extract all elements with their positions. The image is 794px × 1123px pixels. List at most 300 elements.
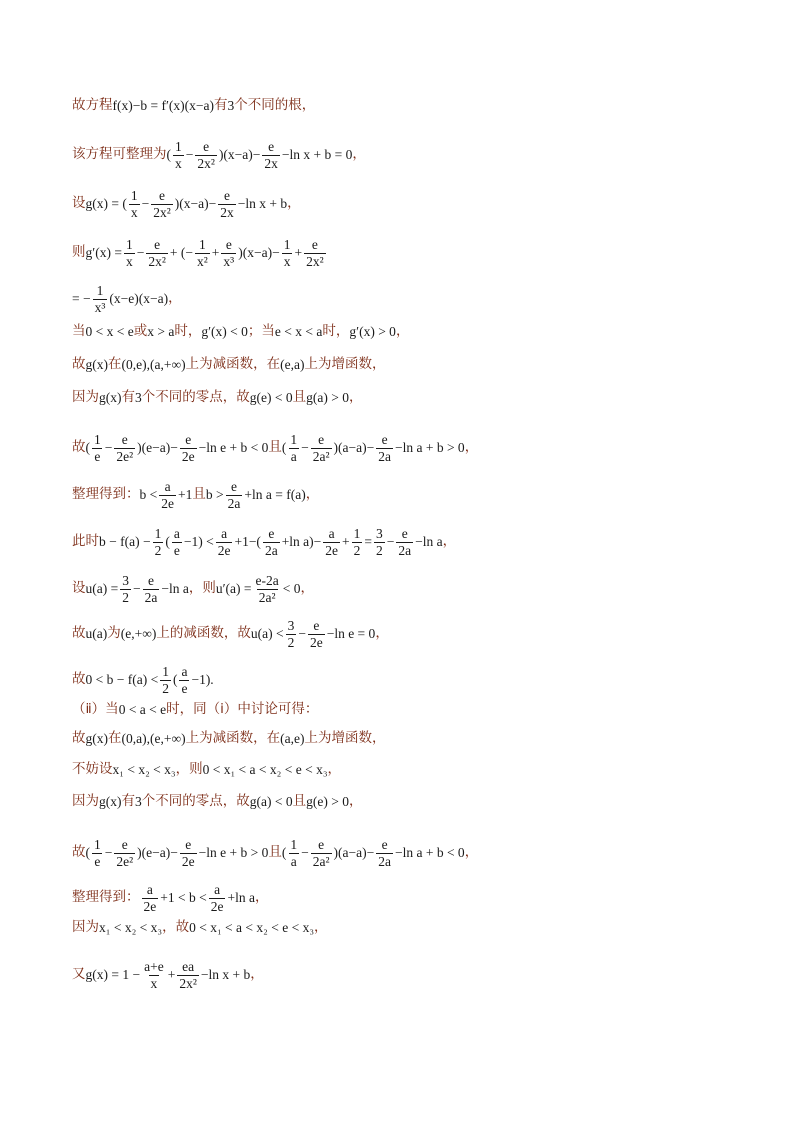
fraction-denominator: 2x — [220, 204, 234, 220]
fraction-numerator: 3 — [122, 573, 129, 588]
math-expression: + — [342, 534, 350, 550]
fraction — [282, 237, 293, 269]
math-expression: + — [211, 245, 220, 261]
math-expression: −ln e + b < 0 — [198, 440, 269, 456]
fraction-numerator: e — [224, 188, 231, 203]
fraction-denominator: 2e — [181, 448, 195, 464]
fraction-numerator: 1 — [353, 526, 361, 541]
math-expression: −ln e + b > 0 — [198, 845, 269, 861]
math-expression: g(e) > 0 — [306, 794, 349, 809]
fraction — [396, 526, 413, 558]
fraction — [160, 664, 171, 696]
chinese-text: ， — [327, 761, 342, 777]
math-expression: − — [141, 196, 150, 212]
fraction — [216, 526, 233, 558]
math-expression: − — [104, 440, 113, 456]
fraction-numerator: 1 — [290, 837, 298, 852]
fraction — [352, 526, 363, 558]
fraction-numerator: a — [173, 526, 180, 541]
fraction-numerator: a — [328, 526, 335, 541]
fraction-denominator: x — [150, 975, 158, 991]
chinese-text: ，则 — [175, 761, 203, 777]
math-expression: g(x) — [85, 357, 108, 372]
fraction-denominator: 2x — [264, 155, 278, 171]
math-expression: − — [301, 845, 309, 861]
chinese-text: ， — [352, 146, 366, 163]
solution-line — [72, 882, 268, 914]
solution-line — [72, 959, 264, 991]
math-expression: −ln a + b < 0 — [394, 845, 465, 861]
math-expression: )(x−a)− — [174, 196, 217, 212]
fraction-denominator: x — [130, 204, 138, 220]
fraction — [142, 959, 166, 991]
fraction-denominator: 2e — [325, 542, 339, 558]
solution-line — [72, 664, 214, 696]
chinese-text: ， — [395, 323, 410, 339]
fraction-denominator: 2e — [143, 898, 157, 914]
chinese-text: 故 — [72, 439, 86, 456]
math-expression: )(a−a)− — [333, 845, 375, 861]
fraction-numerator: 1 — [94, 837, 101, 852]
math-expression: g′(x) = — [85, 245, 122, 261]
chinese-text: 设 — [72, 195, 86, 212]
math-expression: 3 — [135, 390, 142, 405]
fraction — [263, 526, 280, 558]
chinese-text: 则 — [72, 244, 86, 261]
fraction-denominator: e — [94, 853, 101, 869]
math-expression: ( — [85, 845, 90, 861]
chinese-text: ，故 — [162, 919, 190, 935]
fraction-numerator: e — [203, 139, 210, 154]
chinese-text: 且 — [192, 486, 206, 503]
math-expression: x₁ < x₂ < x₃ — [112, 762, 176, 777]
fraction-denominator: x — [175, 155, 182, 171]
fraction-denominator: e — [181, 680, 188, 696]
math-expression: − — [301, 440, 309, 456]
fraction-denominator: 2e² — [116, 448, 134, 464]
fraction-denominator: 2a — [227, 495, 241, 511]
chinese-text: 有 — [121, 793, 135, 809]
fraction-denominator: 2e — [309, 634, 323, 650]
fraction-numerator: 1 — [96, 283, 104, 298]
fraction-denominator: x² — [196, 253, 208, 269]
math-expression: +ln a — [227, 890, 255, 906]
math-expression: b − f(a) − — [99, 534, 151, 550]
fraction-numerator: 1 — [199, 237, 206, 252]
fraction-denominator: 2 — [162, 680, 169, 696]
math-expression: b > — [205, 487, 224, 503]
chinese-text: 个不同的零点，故 — [141, 389, 250, 405]
math-expression: g(x) — [85, 731, 108, 746]
fraction — [323, 526, 340, 558]
solution-line — [72, 837, 478, 869]
math-expression: ( — [281, 845, 287, 861]
fraction — [151, 188, 173, 220]
chinese-text: ，则 — [188, 580, 216, 597]
fraction — [288, 432, 299, 464]
math-expression: x₁ < x₂ < x₃ — [99, 920, 163, 935]
math-expression: ( — [166, 147, 171, 163]
math-expression: )(x−a)− — [218, 147, 261, 163]
solution-line — [72, 237, 328, 269]
math-expression: − — [298, 626, 306, 642]
fraction-numerator: e — [231, 479, 237, 494]
math-expression: (0,e),(a,+∞) — [121, 357, 186, 372]
fraction-denominator: 2a² — [312, 448, 330, 464]
fraction-numerator: e-2a — [255, 573, 279, 588]
chinese-text: 且 — [268, 844, 282, 861]
fraction-numerator: 3 — [287, 618, 295, 633]
math-expression: −ln x + b — [200, 967, 251, 983]
fraction-numerator: 3 — [376, 526, 383, 541]
fraction — [153, 526, 164, 558]
chinese-text: ， — [300, 580, 315, 597]
fraction — [374, 526, 385, 558]
math-expression: = — [364, 534, 373, 550]
chinese-text: ， — [464, 844, 479, 861]
chinese-text: ， — [375, 625, 389, 642]
math-expression: (0,a),(e,+∞) — [121, 731, 186, 746]
math-expression: 3 — [227, 98, 235, 113]
chinese-text: 在 — [108, 356, 122, 372]
fraction-denominator: x — [125, 253, 133, 269]
chinese-text: 此时 — [72, 533, 99, 550]
fraction-denominator: 2 — [353, 542, 361, 558]
math-expression: + — [167, 967, 176, 983]
solution-line — [72, 732, 385, 746]
fraction-numerator: e — [268, 526, 275, 541]
math-expression: u(a) — [85, 626, 108, 642]
fraction — [376, 837, 393, 869]
chinese-text: ， — [314, 919, 328, 935]
fraction-denominator: 2a — [378, 448, 391, 464]
solution-line — [72, 325, 409, 339]
math-expression: ( — [281, 440, 287, 456]
fraction-denominator: x — [283, 253, 291, 269]
fraction-numerator: e — [121, 432, 128, 447]
solution-line — [72, 479, 319, 511]
chinese-text: 因为 — [72, 919, 99, 935]
fraction — [262, 139, 280, 171]
fraction-numerator: a — [221, 526, 228, 541]
fraction-numerator: e — [154, 237, 161, 252]
chinese-text: 整理得到： — [72, 889, 140, 906]
fraction-denominator: 2x² — [153, 204, 171, 220]
fraction-numerator: e — [121, 837, 128, 852]
chinese-text: 为 — [107, 625, 121, 642]
solution-line — [72, 358, 385, 372]
chinese-text: 有 — [121, 389, 135, 405]
fraction-denominator: 2x² — [179, 975, 197, 991]
chinese-text: ；当 — [247, 323, 275, 339]
fraction-denominator: a — [290, 853, 297, 869]
chinese-text: 在 — [108, 730, 122, 746]
fraction-numerator: e — [147, 573, 154, 588]
fraction-denominator: x³ — [223, 253, 235, 269]
chinese-text: 有 — [214, 97, 228, 113]
fraction — [177, 959, 199, 991]
math-expression: −ln x + b = 0 — [281, 147, 353, 163]
fraction-denominator: 2a² — [312, 853, 330, 869]
fraction — [286, 618, 297, 650]
fraction — [114, 432, 135, 464]
chinese-text: 时， — [174, 323, 202, 339]
fraction-numerator: e — [381, 837, 388, 852]
solution-line — [72, 573, 314, 605]
chinese-text: 且 — [268, 439, 282, 456]
fraction-denominator: e — [94, 448, 101, 464]
math-expression: x > a — [147, 324, 175, 339]
math-expression: −ln a — [161, 581, 189, 597]
fraction-numerator: 1 — [162, 664, 169, 679]
fraction — [143, 573, 160, 605]
math-expression: ( — [172, 672, 178, 688]
fraction — [304, 237, 326, 269]
math-expression: b < — [139, 487, 158, 503]
fraction-numerator: e — [401, 526, 408, 541]
fraction-denominator: a — [290, 448, 297, 464]
fraction-denominator: 2 — [122, 589, 129, 605]
fraction-denominator: 2e — [210, 898, 224, 914]
chinese-text: ， — [250, 966, 264, 983]
solution-line — [72, 618, 389, 650]
math-expression: − — [386, 534, 395, 550]
math-expression: (a,e) — [280, 731, 305, 746]
math-expression: 0 < a < e — [118, 702, 167, 717]
fraction-denominator: 2a² — [258, 589, 276, 605]
fraction-numerator: a+e — [144, 959, 164, 974]
fraction — [124, 237, 135, 269]
solution-line — [72, 139, 366, 171]
chinese-text: 时， — [322, 323, 350, 339]
fraction — [209, 882, 226, 914]
solution-line — [72, 921, 328, 935]
math-expression: −1). — [191, 672, 214, 688]
fraction-denominator: 2a — [378, 853, 391, 869]
fraction-numerator: 1 — [154, 526, 162, 541]
math-expression: − — [185, 147, 194, 163]
math-expression: u(a) = — [85, 581, 119, 597]
fraction — [288, 837, 299, 869]
chinese-text: 整理得到： — [72, 486, 140, 503]
fraction-denominator: 2 — [287, 634, 295, 650]
fraction-denominator: 2 — [376, 542, 383, 558]
fraction-denominator: 2e² — [116, 853, 134, 869]
fraction-numerator: e — [185, 432, 192, 447]
fraction-denominator: 2x² — [306, 253, 324, 269]
fraction-numerator: e — [318, 837, 325, 852]
fraction-denominator: x³ — [94, 299, 106, 315]
fraction-numerator: e — [318, 432, 325, 447]
math-expression: u(a) < — [250, 626, 284, 642]
chinese-text: 故 — [72, 625, 86, 642]
chinese-text: 或 — [133, 323, 148, 339]
fraction-numerator: ea — [182, 959, 195, 974]
fraction-numerator: 1 — [130, 188, 138, 203]
solution-line — [72, 763, 341, 777]
solution-line — [72, 283, 182, 315]
chinese-text: 上为减函数，在 — [185, 356, 281, 372]
math-expression: g′(x) < 0 — [201, 324, 248, 339]
math-expression: g(a) > 0 — [306, 390, 349, 405]
chinese-text: 个不同的根， — [234, 97, 316, 113]
chinese-text: 故 — [72, 844, 86, 861]
fraction — [179, 664, 189, 696]
fraction-numerator: e — [159, 188, 166, 203]
chinese-text: 上为增函数， — [304, 730, 386, 746]
math-expression: f(x)−b = f′(x)(x−a) — [112, 98, 215, 113]
fraction-denominator: 2a — [398, 542, 412, 558]
fraction-numerator: e — [311, 237, 318, 252]
chinese-text: （ⅱ）当 — [72, 701, 119, 717]
fraction-numerator: 1 — [125, 237, 133, 252]
solution-line — [72, 703, 318, 717]
fraction — [172, 526, 182, 558]
math-expression: e < x < a — [274, 324, 323, 339]
math-expression: −1) < — [183, 534, 214, 550]
chinese-text: 上为增函数， — [304, 356, 386, 372]
fraction-numerator: a — [181, 664, 188, 679]
chinese-text: 该方程可整理为 — [72, 146, 167, 163]
math-expression: −ln a — [415, 534, 443, 550]
math-expression: = − — [72, 291, 91, 307]
solution-line — [72, 391, 362, 405]
fraction — [180, 837, 197, 869]
fraction-numerator: 1 — [94, 432, 101, 447]
fraction — [180, 432, 197, 464]
fraction-numerator: e — [185, 837, 192, 852]
math-expression: )(a−a)− — [333, 440, 375, 456]
fraction-denominator: 2x² — [197, 155, 215, 171]
fraction — [311, 837, 332, 869]
fraction — [114, 837, 135, 869]
math-expression: +1 < b < — [160, 890, 207, 906]
fraction — [218, 188, 236, 220]
fraction-numerator: e — [381, 432, 388, 447]
math-expression: 0 < x < e — [85, 324, 134, 339]
fraction-denominator: 2a — [144, 589, 158, 605]
chinese-text: ， — [305, 486, 320, 503]
fraction — [195, 139, 217, 171]
solution-line — [72, 795, 362, 809]
fraction — [129, 188, 140, 220]
chinese-text: ， — [348, 793, 363, 809]
fraction-numerator: e — [313, 618, 320, 633]
fraction — [376, 432, 393, 464]
chinese-text: ， — [442, 533, 457, 550]
chinese-text: 设 — [72, 580, 86, 597]
math-expression: u′(a) = — [215, 581, 252, 597]
fraction-numerator: a — [214, 882, 221, 897]
math-expression: )(e−a)− — [137, 845, 178, 861]
fraction-numerator: e — [268, 139, 275, 154]
math-expression: )(e−a)− — [137, 440, 178, 456]
fraction-denominator: 2e — [181, 853, 195, 869]
math-expression: g′(x) > 0 — [349, 324, 396, 339]
fraction-denominator: 2x² — [148, 253, 166, 269]
math-expression: 0 < b − f(a) < — [85, 672, 159, 688]
fraction — [142, 882, 159, 914]
fraction-numerator: 1 — [290, 432, 298, 447]
fraction — [173, 139, 184, 171]
math-expression: −ln e = 0 — [326, 626, 376, 642]
fraction — [92, 432, 103, 464]
math-expression: + (− — [169, 245, 193, 261]
math-expression: − — [136, 245, 145, 261]
math-expression: +ln a = f(a) — [244, 487, 306, 503]
fraction — [221, 237, 236, 269]
math-expression: − — [132, 581, 141, 597]
fraction — [226, 479, 243, 511]
chinese-text: 故 — [72, 730, 86, 746]
math-expression: ( — [165, 534, 170, 550]
math-expression: 0 < x₁ < a < x₂ < e < x₃ — [189, 920, 315, 935]
math-expression: g(x) — [99, 794, 122, 809]
chinese-text: 且 — [292, 793, 307, 809]
chinese-text: 又 — [72, 966, 86, 983]
fraction-numerator: 1 — [175, 139, 182, 154]
chinese-text: 不妨设 — [72, 761, 113, 777]
fraction-numerator: a — [146, 882, 153, 897]
fraction — [146, 237, 168, 269]
fraction — [93, 283, 108, 315]
math-expression: < 0 — [282, 581, 301, 597]
chinese-text: 且 — [292, 389, 307, 405]
fraction-denominator: 2a — [264, 542, 278, 558]
math-expression: (x−e)(x−a) — [109, 291, 169, 307]
math-expression: )(x−a)− — [238, 245, 280, 261]
solution-line — [72, 526, 456, 558]
fraction — [311, 432, 332, 464]
chinese-text: 因为 — [72, 389, 99, 405]
chinese-text: 上的减函数，故 — [156, 625, 251, 642]
fraction — [195, 237, 210, 269]
math-expression: +1−( — [234, 534, 261, 550]
fraction-denominator: 2e — [161, 495, 174, 511]
math-expression: ( — [85, 440, 90, 456]
fraction-numerator: a — [164, 479, 171, 494]
fraction — [308, 618, 325, 650]
fraction-numerator: 1 — [283, 237, 291, 252]
chinese-text: ， — [348, 389, 363, 405]
fraction — [120, 573, 131, 605]
chinese-text: ， — [464, 439, 479, 456]
solution-line — [72, 99, 315, 113]
chinese-text: 故 — [72, 356, 86, 372]
solution-line — [72, 432, 478, 464]
fraction — [159, 479, 176, 511]
chinese-text: 故方程 — [72, 97, 113, 113]
math-expression: g(x) = 1 − — [85, 967, 141, 983]
math-expression: g(a) < 0 — [249, 794, 293, 809]
fraction-denominator: e — [173, 542, 180, 558]
fraction-denominator: 2e — [217, 542, 231, 558]
math-expression: 3 — [135, 794, 142, 809]
math-expression: g(e) < 0 — [249, 390, 293, 405]
math-expression: +1 — [178, 487, 193, 503]
chinese-text: ， — [254, 889, 269, 906]
math-expression: g(x) — [99, 390, 122, 405]
chinese-text: ， — [287, 195, 301, 212]
chinese-text: 当 — [72, 323, 86, 339]
math-expression: − — [104, 845, 113, 861]
fraction-numerator: e — [225, 237, 232, 252]
fraction-denominator: 2 — [154, 542, 162, 558]
fraction — [254, 573, 281, 605]
math-expression: + — [294, 245, 303, 261]
chinese-text: 故 — [72, 671, 86, 688]
math-expression: (e,+∞) — [120, 626, 157, 642]
